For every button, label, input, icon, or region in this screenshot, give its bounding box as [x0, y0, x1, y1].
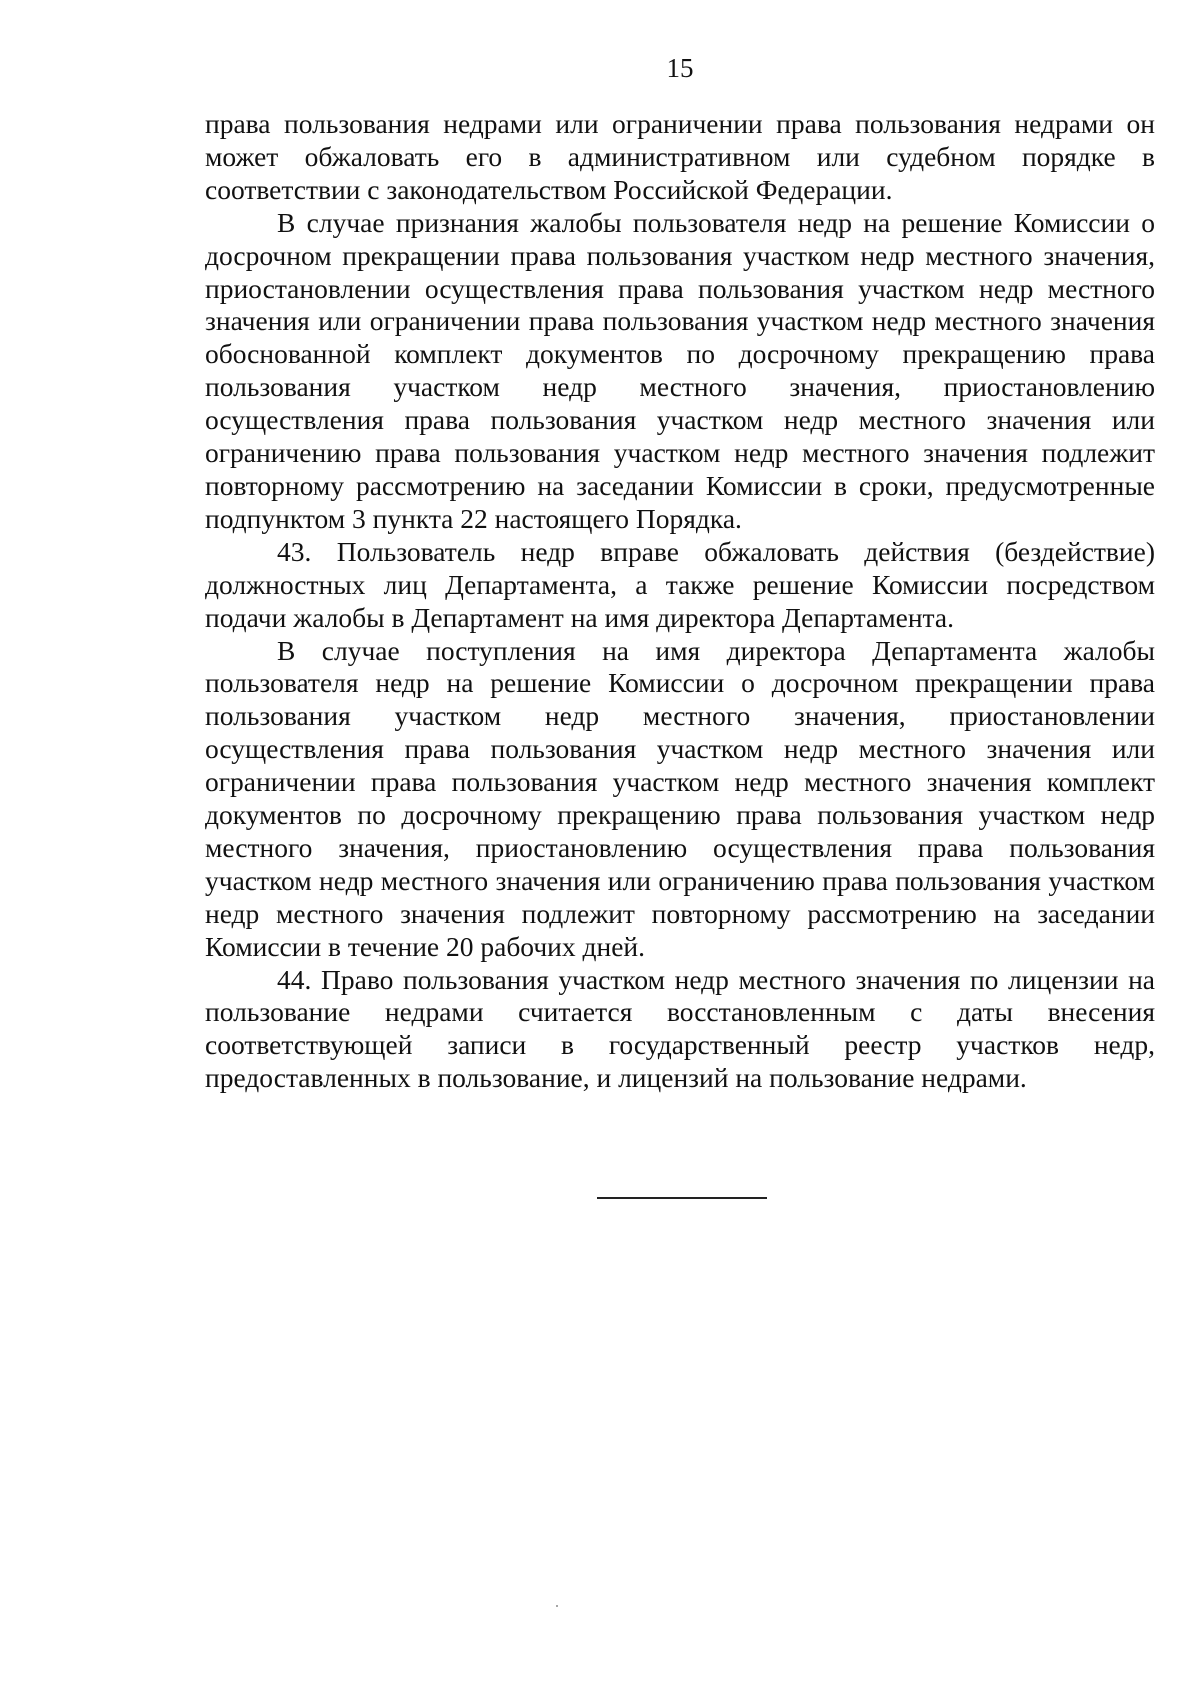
scan-speck — [556, 1605, 558, 1607]
paragraph-item-44: 44. Право пользования участком недр местного значения по лицензии на пользование недрами считается восстановленным с даты внесения соответствующей записи в государственный реестр участков недр, предоставленных в пользование, и лицензий на пользование недрами. — [205, 963, 1155, 1094]
document-body — [205, 108, 1155, 1095]
paragraph-continuation: права пользования недрами или ограничении права пользования недрами он может обжаловать его в административном или судебном порядке в соответствии с законодательством Российской Федерации. — [205, 108, 1155, 205]
paragraph-complaint-recognized: В случае признания жалобы пользователя недр на решение Комиссии о досрочном прекращении права пользования участком недр местного значения, приостановлении осуществления права пользования участком недр местного значения или ограничении права пользования участком недр местного значения обоснованной комплект документов по досрочному прекращению права пользования участком недр местного значения, приостановлению осуществления права пользования участком недр местного значения или ограничению права пользования участком недр местного значения подлежит повторному рассмотрению на заседании Комиссии в сроки, предусмотренные подпунктом 3 пункта 22 настоящего Порядка. — [205, 206, 1155, 534]
end-of-document-rule — [597, 1197, 767, 1199]
page-number: 15 — [666, 53, 694, 83]
paragraph-complaint-received: В случае поступления на имя директора Департамента жалобы пользователя недр на решение Комиссии о досрочном прекращении права пользования участком недр местного значения, приостановлении осуществления права пользования участком недр местного значения или ограничении права пользования участком недр местного значения комплект документов по досрочному прекращению права пользования участком недр местного значения, приостановлению осуществления права пользования участком недр местного значения или ограничению права пользования участком недр местного значения подлежит повторному рассмотрению на заседании Комиссии в течение 20 рабочих дней. — [205, 634, 1155, 962]
paragraph-item-43: 43. Пользователь недр вправе обжаловать действия (бездействие) должностных лиц Департамента, а также решение Комиссии посредством подачи жалобы в Департамент на имя директора Департамента. — [205, 535, 1155, 633]
